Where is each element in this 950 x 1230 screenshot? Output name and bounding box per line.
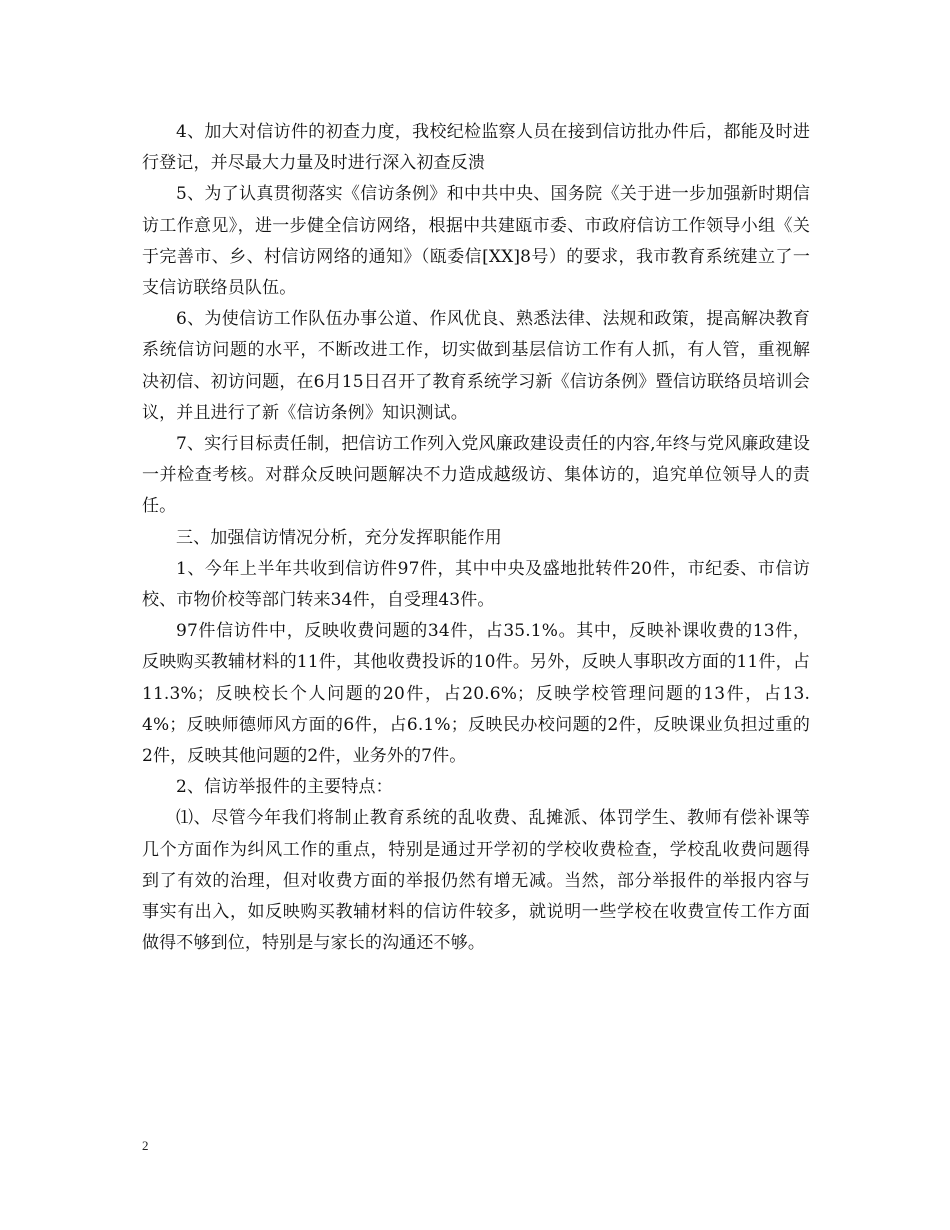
paragraph-feature-1: ⑴、尽管今年我们将制止教育系统的乱收费、乱摊派、体罚学生、教师有偿补课等几个方面作为纠风工作的重点，特别是通过开学初的学校收费检查，学校乱收费问题得到了有效的治理，但对收费方面的举报仍然有增无减。当然，部分举报件的举报内容与事实有出入，如反映购买教辅材料的信访件较多，就说明一些学校在收费宣传工作方面做得不够到位，特别是与家长的沟通还不够。 <box>142 808 810 954</box>
page-number: 2 <box>142 1138 149 1153</box>
paragraph-item-6: 6、为使信访工作队伍办事公道、作风优良、熟悉法律、法规和政策，提高解决教育系统信访问题的水平，不断改进工作，切实做到基层信访工作有人抓，有人管，重视解决初信、初访问题，在6月15日召开了教育系统学习新《信访条例》暨信访联络员培训会议，并且进行了新《信访条例》知识测试。 <box>142 309 810 423</box>
paragraph-item-5: 5、为了认真贯彻落实《信访条例》和中共中央、国务院《关于进一步加强新时期信访工作意见》，进一步健全信访网络，根据中共建瓯市委、市政府信访工作领导小组《关于完善市、乡、村信访网络的通知》（瓯委信[XX]8号）的要求，我市教育系统建立了一支信访联络员队伍。 <box>142 184 810 299</box>
paragraph-features-heading: 2、信访举报件的主要特点： <box>176 777 393 798</box>
document-body <box>142 117 810 959</box>
paragraph-stats-1: 1、今年上半年共收到信访件97件，其中中央及盛地批转件20件，市纪委、市信访校、市物价校等部门转来34件，自受理43件。 <box>142 558 810 611</box>
paragraph-item-4: 4、加大对信访件的初查力度，我校纪检监察人员在接到信访批办件后，都能及时进行登记，并尽最大力量及时进行深入初查反溃 <box>142 122 810 174</box>
paragraph-item-7: 7、实行目标责任制，把信访工作列入党风廉政建设责任的内容,年终与党风廉政建设一并检查考核。对群众反映问题解决不力造成越级访、集体访的，追究单位领导人的责任。 <box>142 434 810 517</box>
paragraph-stats-breakdown: 97件信访件中，反映收费问题的34件，占35.1%。其中，反映补课收费的13件，反映购买教辅材料的11件，其他收费投诉的10件。另外，反映人事职改方面的11件，占11.3%；反映校长个人问题的20件，占20.6%；反映学校管理问题的13件，占13.4%；反映师德师风方面的6件，占6.1%；反映民办校问题的2件，反映课业负担过重的2件，反映其他问题的2件，业务外的7件。 <box>142 621 810 767</box>
section-heading-3: 三、加强信访情况分析，充分发挥职能作用 <box>176 527 502 548</box>
